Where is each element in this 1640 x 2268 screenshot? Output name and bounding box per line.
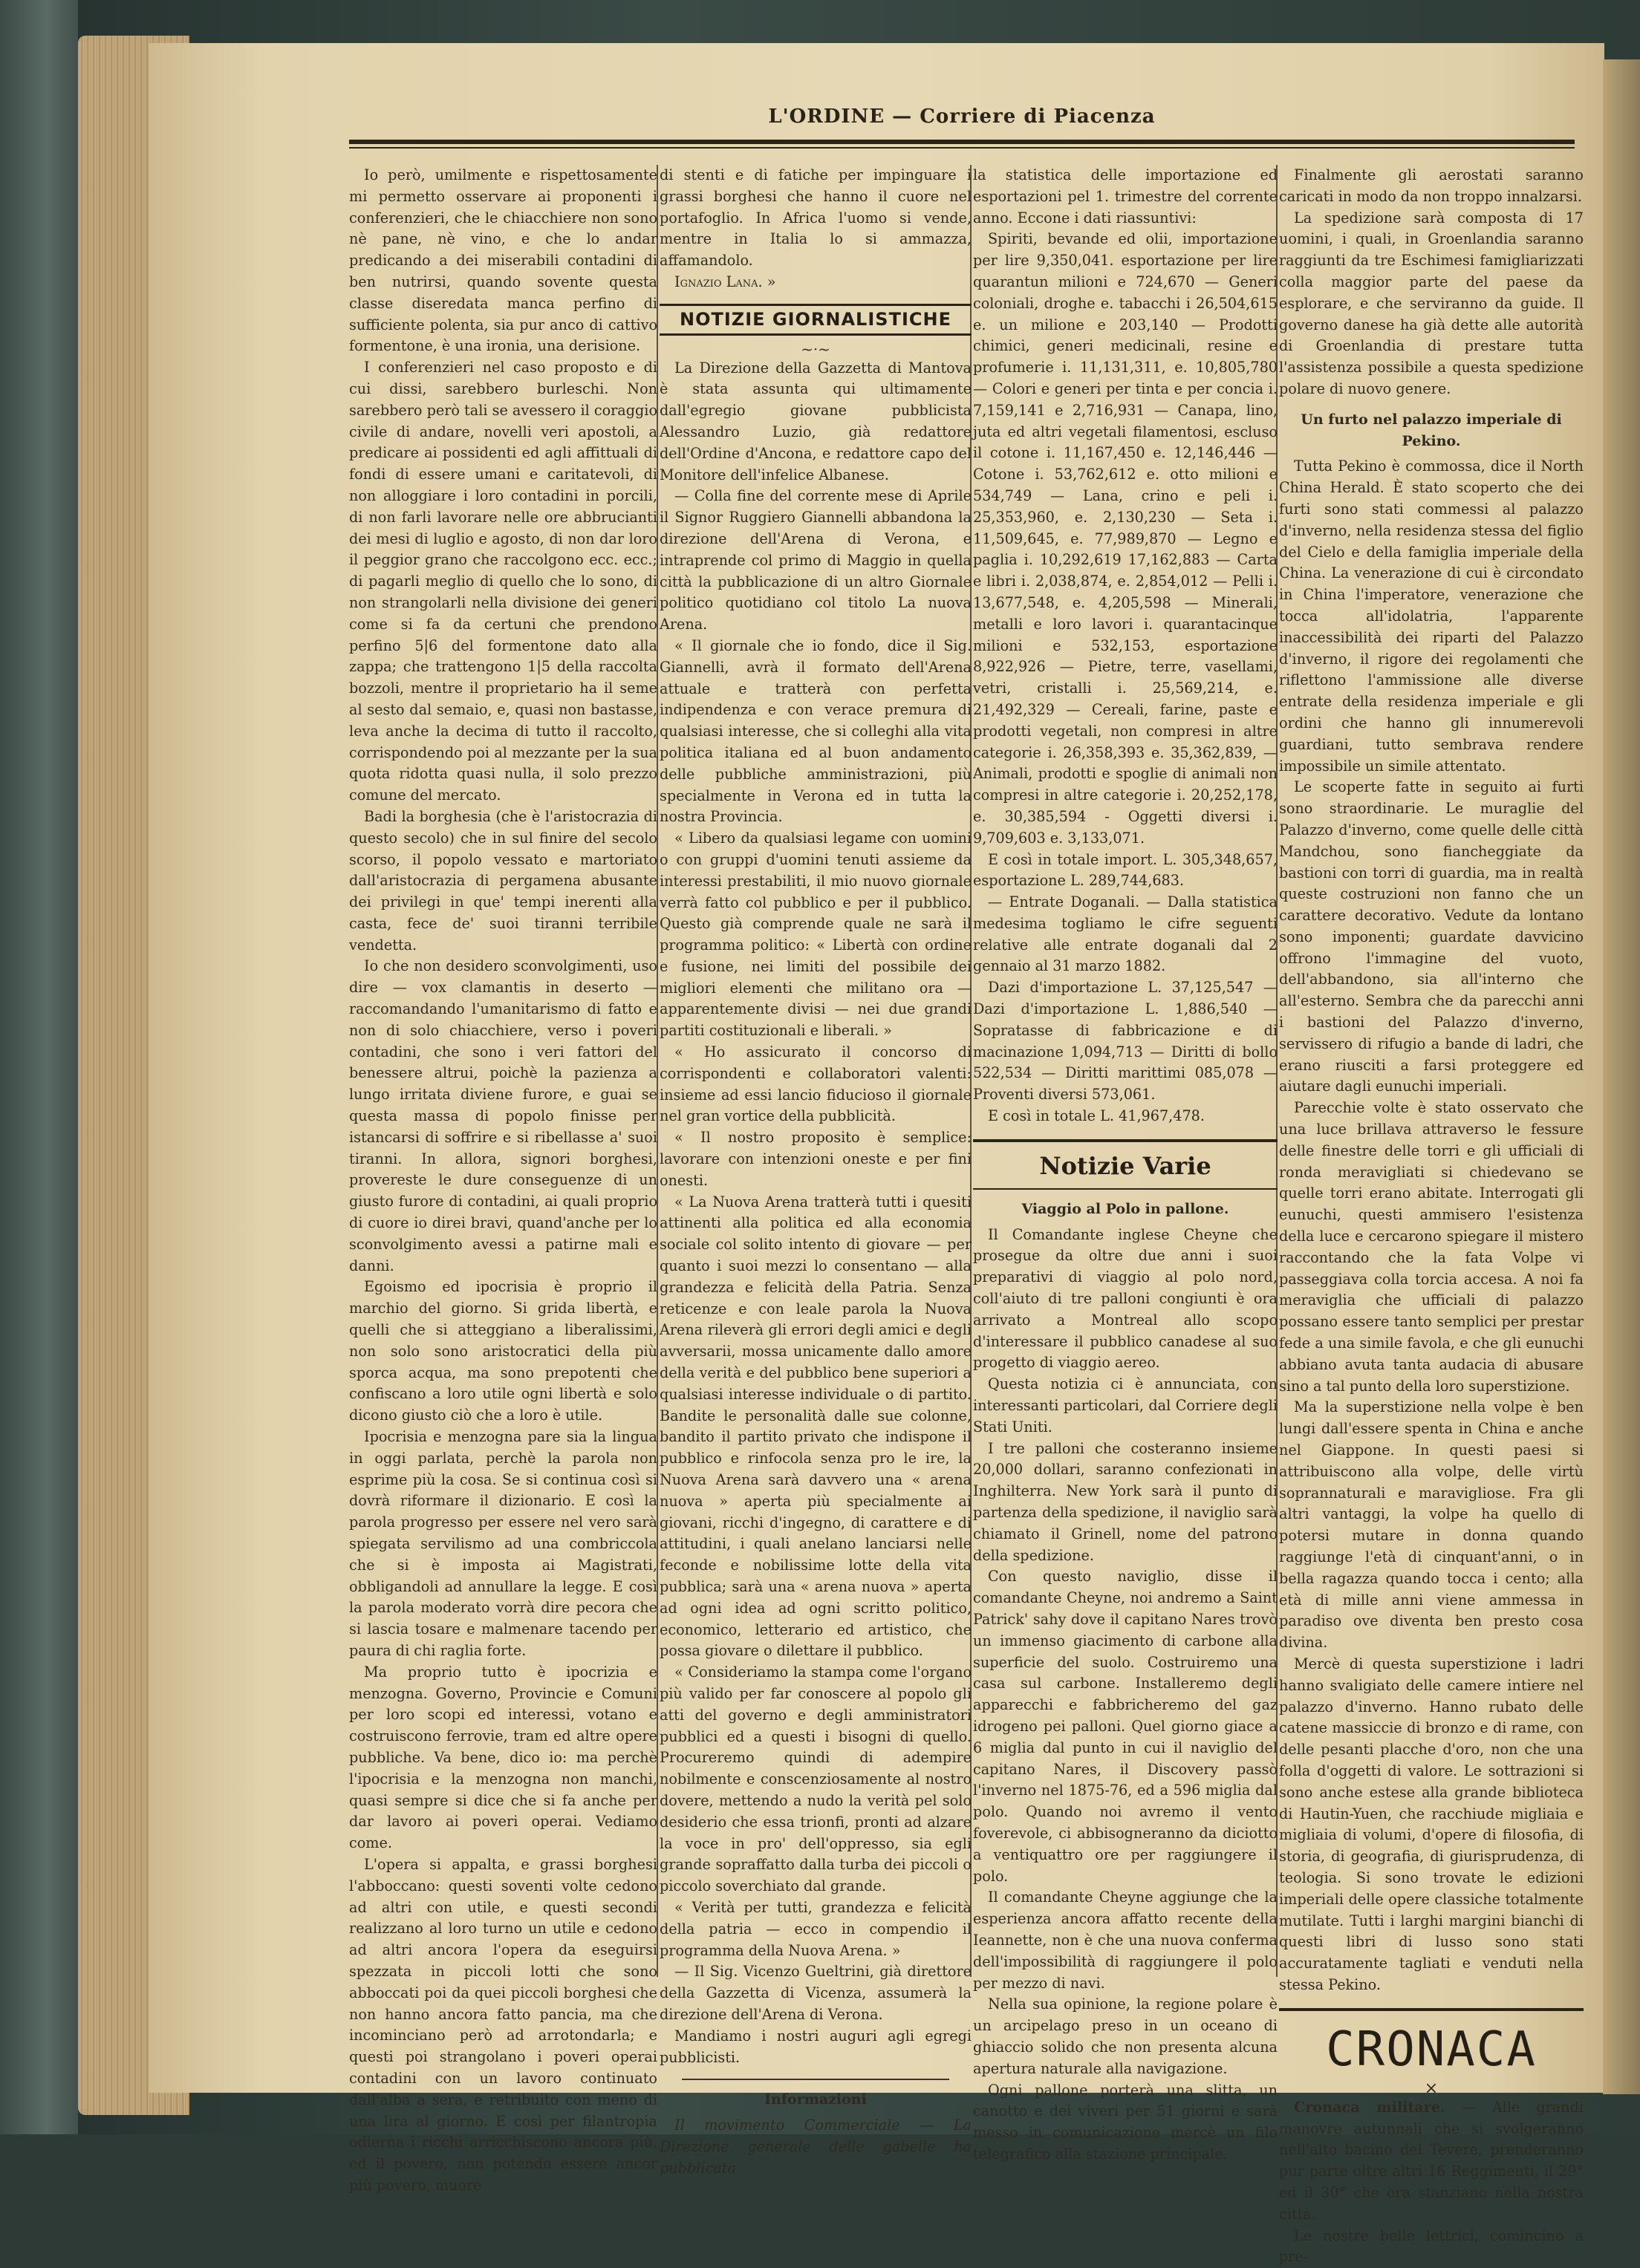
paragraph: — Entrate Doganali. — Dalla statistica medesima togliamo le cifre seguenti relative alle entrate doganali dal 2 gennaio al 31 marzo 1882.	[973, 893, 1278, 975]
title-underline	[973, 1188, 1278, 1190]
column-2	[660, 165, 972, 2177]
paragraph: E così in totale L. 41,967,478.	[988, 1107, 1205, 1125]
book-spine	[0, 0, 78, 2134]
paragraph: Dazi d'importazione L. 37,125,547 — Dazi d'importazione L. 1,886,540 — Sopratasse di fabbricazione e di macinazione 1,094,713 — Diritti di bollo 522,534 — Diritti marittimi 085,078 — Proventi diversi 573,061.	[973, 979, 1278, 1104]
paragraph: la statistica delle importazione ed esportazioni pel 1. trimestre del corrente anno. Eccone i dati riassuntivi:	[973, 166, 1278, 227]
paragraph: « Libero da qualsiasi legame con uomini o con gruppi d'uomini tenuti assieme da interessi prestabiliti, il mio nuovo giornale verrà fatto col pubblico e per il pubblico. Questo già comprende quale ne sarà il programma politico: « Libertà con ordine e fusione, nei limiti del possibile dei migliori elementi che militano ora — apparentemente divisi — nei due grandi partiti costituzionali e liberali. »	[660, 830, 972, 1040]
section-separator	[682, 2079, 949, 2080]
paragraph: « La Nuova Arena tratterà tutti i quesiti attinenti alla politica ed alla economia sociale col solito intento di giovare — per quanto i suoi mezzi lo consentano — alla grandezza e felicità della Patria. Senza reticenze e con leale parola la Nuova Arena rileverà gli errori degli amici e degli avversarii, mossa unicamente dallo amore della verità e del pubblico bene superiori a qualsiasi interesse individuale o di partito. Bandite le personalità dalle sue colonne, bandito il partito privato che indispone il pubblico e rinfocola senza pro le ire, la Nuova Arena sarà davvero una « arena nuova » aperta più specialmente ai giovani, ricchi d'ingegno, di carattere e di attitudini, i quali anelano lanciarsi nelle feconde e nobilissime lotte della vita pubblica; sarà una « arena nuova » aperta ad ogni idea ad ogni scritto politico, economico, letterario ed artistico, che possa giovare o dilettare il pubblico.	[660, 1193, 972, 1660]
paragraph: Mercè di questa superstizione i ladri hanno svaligiato delle camere intiere nel palazzo d'inverno. Hanno rubato delle catene massiccie di bronzo e di rame, con delle pesanti placche d'oro, non che una folla d'oggetti di valore. Le sottrazioni si sono anche estese alla grande biblioteca di Hautin-Yuen, che racchiude migliaia e migliaia di volumi, d'opere di filosofia, di storia, di geografia, di giurisprudenza, di teologia. Si sono trovate le edizioni imperiali delle opere classiche totalmente mutilate. Tutti i larghi margini bianchi di questi libri di lusso sono stati accuratamente tagliati e venduti nella stessa Pekino.	[1279, 1655, 1584, 1993]
paragraph: E così in totale import. L. 305,348,657, esportazione L. 289,744,683.	[973, 850, 1278, 890]
paragraph: Parecchie volte è stato osservato che una luce brillava attraverso le fessure delle finestre delle torri e gli ufficiali di ronda meravigliati si chiedevano se quelle torri erano abitate. Interrogati gli eunuchi, questi ammisero l'esistenza della luce e cercarono spiegare il mistero raccontando che la fata Volpe vi passeggiava colla torcia accesa. A noi fa meraviglia che ufficiali di palazzo possano essere tanto semplici per prestar fede a una simile favola, e che gli eunuchi abbiano avuta tanta audacia di abusare sino a tal punto della loro superstizione.	[1279, 1099, 1584, 1395]
paragraph: Mandiamo i nostri auguri agli egregi pubblicisti.	[660, 2027, 972, 2066]
paragraph: I conferenzieri nel caso proposto e di cui dissi, sarebbero burleschi. Non sarebbero però tali se avessero il coraggio civile di andare, novelli veri apostoli, a predicare ai possidenti ed agli affittuali di fondi di essere umani e caritatevoli, di non alloggiare i loro contadini in porcili, di non farli lavorare nelle ore abbrucianti dei mesi di luglio e agosto, di non dar loro il peggior grano che raccolgono ecc. ecc.; di pagarli meglio di quello che lo sono, di non strangolarli nella divisione dei generi come si fa da certuni che prendono perfino 5|6 del formentone dato alla zappa; che trattengono 1|5 della raccolta bozzoli, mentre il proprietario ha il seme al sesto dal semaio, e, quasi non bastasse, leva anche la decima di tutto il raccolto, corrispondendo poi al mezzante per la sua quota ridotta quasi nulla, il solo prezzo comune del mercato.	[349, 359, 657, 804]
paragraph: « Verità per tutti, grandezza e felicità della patria — ecco in compendio il programma della Nuova Arena. »	[660, 1898, 972, 1959]
paragraph: Le nostre belle lettrici, comincino a pre-	[1279, 2226, 1584, 2266]
paragraph: « Il nostro proposito è semplice: lavorare con intenzioni oneste e per fini onesti.	[660, 1129, 972, 1189]
section-title: NOTIZIE GIORNALISTICHE	[680, 308, 951, 330]
article-signature: Ignazio Lana. »	[674, 273, 776, 290]
subheading-viaggio-polo: Viaggio al Polo in pallone.	[1021, 1200, 1229, 1217]
inline-text: — Alle grandi manovre autunnali che si svolgeranno nell'alto bacino del Tevere, prenderanno pur parte oltre altri 16 Reggimenti, il 29° ed il 30° che ora stanziano nella nostra città.	[1279, 2098, 1584, 2223]
paragraph: Badi la borghesia (che è l'aristocrazia di questo secolo) che in sul finire del secolo scorso, il popolo vessato e martoriato dall'aristocrazia di pergamena abusante dei privilegi in que' tempi inerenti alla casta, fece de' suoi tiranni terribile vendetta.	[349, 807, 657, 954]
column-4	[1279, 165, 1584, 2266]
paragraph: Finalmente gli aerostati saranno caricati in modo da non troppo innalzarsi.	[1279, 166, 1584, 205]
masthead-rule-thin	[349, 147, 1575, 149]
section-header-notizie-giornalistiche	[660, 304, 972, 336]
flourish-ornament: ~·~	[801, 339, 830, 358]
paragraph: La Direzione della Gazzetta di Mantova è stata assunta qui ultimamente dall'egregio giovane pubblicista Alessandro Luzio, già redattore dell'Ordine d'Ancona, e redattore capo del Monitore dell'infelice Albanese.	[660, 359, 972, 483]
paragraph: Egoismo ed ipocrisia è proprio il marchio del giorno. Si grida libertà, e quelli che si atteggiano a liberalissimi, non solo sono aristocratici della più sporca acqua, ma sono prepotenti che confiscano a loro utile ogni libertà e solo dicono giusto ciò che a loro è utile.	[349, 1278, 657, 1424]
section-separator	[1279, 2008, 1584, 2011]
paragraph: Io però, umilmente e rispettosamente mi permetto osservare ai proponenti i conferenzieri, che le chiacchiere non sono nè pane, nè vino, e che lo andar predicando a dei miserabili contadini di ben nutrirsi, quando sovente questa classe diseredata manca perfino di sufficiente polenta, sia pur anco di cattivo formentone, è una ironia, una derisione.	[349, 166, 657, 355]
paragraph: Il movimento Commerciale — La Direzione generale delle gabelle ha pubblicata	[660, 2117, 972, 2177]
column-1	[349, 165, 657, 2194]
section-title-cronaca: CRONACA	[1326, 2021, 1537, 2077]
paragraph: — Il Sig. Vicenzo Gueltrini, già direttore della Gazzetta di Vicenza, assumerà la direzione dell'Arena di Verona.	[660, 1963, 972, 2023]
paragraph: — Colla fine del corrente mese di Aprile il Signor Ruggiero Giannelli abbandona la direzione dell'Arena di Verona, e intraprende col primo di Maggio in quella città la pubblicazione di un altro Giornale politico quotidiano col titolo La nuova Arena.	[660, 487, 972, 633]
paragraph: La spedizione sarà composta di 17 uomini, i quali, in Groenlandia saranno raggiunti da tre Eschimesi famigliarizzati colla maggior parte del paese da esplorare, e che serviranno da guide. Il governo danese ha già dette alle autorità di Groenlandia di prestare tutta l'assistenza possibile a questa spedizione polare di nuovo genere.	[1279, 209, 1584, 397]
cross-ornament: ×	[1424, 2079, 1439, 2098]
paragraph: Il Comandante inglese Cheyne che prosegue da oltre due anni i suoi preparativi di viaggio al polo nord, coll'aiuto di tre palloni congiunti è ora arrivato a Montreal allo scopo d'interessare il pubblico canadese al suo progetto di viaggio aereo.	[973, 1225, 1278, 1372]
paragraph: Con questo naviglio, disse il comandante Cheyne, noi andremo a Saint Patrick' sahy dove il capitano Nares trovò un immenso giacimento di carbone alla superficie del suolo. Costruiremo una casa sul carbone. Installeremo degli apparecchi e fabbricheremo del gaz idrogeno pei palloni. Quel giorno giace a 6 miglia dal punto in cui il naviglio del capitano Nares, il Discovery passò l'inverno nel 1875-76, ed a 596 miglia dal polo. Quando noi avremo il vento foverevole, ci abbisogneranno da diciotto a ventiquattro ore per raggiungere il polo.	[973, 1568, 1278, 1885]
paragraph: « Il giornale che io fondo, dice il Sig. Giannelli, avrà il formato dell'Arena attuale e tratterà con perfetta indipendenza e con verace premura di qualsiasi interesse, che si colleghi alla vita politica italiana ed al buon andamento delle pubbliche amministrazioni, più specialmente in Verona ed in tutta la nostra Provincia.	[660, 636, 972, 826]
subheading-informazioni: Informazioni	[764, 2091, 867, 2108]
inline-heading-cronaca-militare: Cronaca militare.	[1294, 2098, 1445, 2116]
paragraph: Tutta Pekino è commossa, dice il North China Herald. È stato scoperto che dei furti sono stati commessi al palazzo d'inverno, nella residenza stessa del figlio del Cielo e della famiglia imperiale della China. La venerazione di cui è circondato in China l'imperatore, venerazione che tocca all'idolatria, l'apparente inaccessibilità dei riparti del Palazzo d'inverno, il rigore dei regolamenti che riflettono l'ammissione alle diverse entrate della residenza imperiale e gli ordini che hanno gli innumerevoli guardiani, tutto sembrava rendere impossibile un simile attentato.	[1279, 457, 1584, 775]
page-right-edge	[1603, 59, 1640, 2094]
paragraph: Io che non desidero sconvolgimenti, uso dire — vox clamantis in deserto — raccomandando l'umanitarismo di fatto e non di solo chiacchiere, verso i poveri contadini, che sono i veri fattori del benessere altrui, poichè la pazienza a lungo irritata diviene furore, e guai se questa massa di popolo finisse per istancarsi di soffrire e si ribellasse a' suoi tiranni. In allora, signori borghesi, provereste le dure conseguenze di un giusto furore di contadini, ai quali proprio di cuore io direi bravi, quand'anche per lo sconvolgimento avessi a patirne mali e danni.	[349, 957, 657, 1274]
paragraph: Questa notizia ci è annunciata, con interessanti particolari, dal Corriere degli Stati Uniti.	[973, 1375, 1278, 1436]
paragraph: Spiriti, bevande ed olii, importazione per lire 9,350,041. esportazione per lire quarantun milioni e 724,670 — Generi coloniali, droghe e. tabacchi i 26,504,615 e. un milione e 203,140 — Prodotti chimici, generi medicinali, resine e profumerie i. 11,131,311, e. 10,805,780 — Colori e generi per tinta e per concia i. 7,159,141 e 2,716,931 — Canapa, lino, juta ed altri vegetali filamentosi, escluso il cotone i. 11,167,450 e. 12,146,446 — Cotone i. 53,762,612 e. otto milioni e 534,749 — Lana, crino e peli i. 25,353,960, e. 2,130,230 — Seta i. 11,509,645, e. 77,989,870 — Legno e paglia i. 10,292,619 17,162,883 — Carta e libri i. 2,038,874, e. 2,854,012 — Pelli i. 13,677,548, e. 4,205,598 — Minerali, metalli e loro lavori i. quarantacinque milioni e 532,153, esportazione 8,922,926 — Pietre, terre, vasellami, vetri, cristalli i. 25,569,214, e. 21,492,329 — Cereali, farine, paste e prodotti vegetali, non compresi in altre categorie i. 26,358,393 e. 35,362,839, — Animali, prodotti e spoglie di animali non compresi in altre categorie i. 20,252,178, e. 30,385,594 - Oggetti diversi i. 9,709,603 e. 3,133,071.	[973, 230, 1278, 847]
column-3	[973, 165, 1278, 2163]
masthead-title: L'ORDINE — Corriere di Piacenza	[768, 105, 1156, 128]
section-title-notizie-varie: Notizie Varie	[1039, 1151, 1211, 1180]
paragraph	[1279, 2097, 1584, 2226]
paragraph: L'opera si appalta, e grassi borghesi l'abboccano: questi soventi volte cedono ad altri con utile, e questi secondi realizzano al loro turno un utile e cedono ad altri ancora l'opera da eseguirsi spezzata in piccoli lotti che sono abboccati poi da quei piccoli borghesi che non hanno ancora fatto pancia, ma che incominciano però ad arrotondarla; e questi poi strangolano i poveri operai contadini con un lavoro continuato dall'alba a sera, e retribuito con meno di una lira al giorno. E così per filantropia odierna i ricchi arricchiscono ancora più, ed il povero, non potendo essere ancor più povero, muore	[349, 1855, 657, 2194]
paragraph: Ogni pallone porterà una slitta, un canotto e dei viveri per 51 giorni e sarà messo in comunicazione mercè un filo telegrafico alla stazione principale.	[973, 2081, 1278, 2163]
paragraph: I tre palloni che costeranno insieme 20,000 dollari, saranno confezionati in Inghilterra. New York sarà il punto di partenza della spedizione, il naviglio sarà chiamato il Grinell, nome del patrono della spedizione.	[973, 1439, 1278, 1564]
paragraph: Il comandante Cheyne aggiunge che la esperienza ancora affatto recente della Ieannette, non è che una nuova conferma dell'impossibilità di raggiungere il polo per mezzo di navi.	[973, 1889, 1278, 1992]
paragraph: Nella sua opinione, la regione polare è un arcipelago preso in un oceano di ghiaccio solido che non presenta alcuna apertura naturale alla navigazione.	[973, 1995, 1278, 2077]
paragraph: Le scoperte fatte in seguito ai furti sono straordinarie. Le muraglie del Palazzo d'inverno, come quelle delle città Mandchou, sono fiancheggiate da bastioni con torri di guardia, ma in realtà queste costruzioni non fanno che un carattere decorativo. Vedute da lontano sono imponenti; guardate davvicino offrono l'immagine del vuoto, dell'abbandono, sia all'interno che all'esterno. Sembra che da parecchi anni i bastioni del Palazzo d'inverno, servissero di rifugio a bande di ladri, che erano riusciti a farsi proteggere ed aiutare dagli eunuchi imperiali.	[1279, 778, 1584, 1095]
masthead	[349, 95, 1575, 146]
paragraph: « Consideriamo la stampa come l'organo più valido per far conoscere al popolo gli atti del governo e degli amministratori pubblici ed a questi i bisogni di quello. Procureremo quindi di adempire nobilmente e conscenziosamente al nostro dovere, mettendo a nudo la verità pel solo desiderio che essa trionfi, pronti ad alzare la voce in pro' dell'oppresso, sia egli grande sopraffatto dalla turba dei piccoli o piccolo soverchiato dal grande.	[660, 1663, 972, 1895]
section-separator	[973, 1139, 1278, 1142]
masthead-rule	[349, 140, 1575, 144]
paragraph: Ma la superstizione nella volpe è ben lungi dall'essere spenta in China e anche nel Giappone. In questi paesi si attribuiscono alla volpe, delle virtù soprannaturali e maravigliose. Fra gli altri vantaggi, la volpe ha quello di potersi mutare in donna quando raggiunge l'età di cinquant'anni, o in bella ragazza quando tocca i cento; alla età di mille anni viene ammessa in paradiso ove diventa ben presto cosa divina.	[1279, 1398, 1584, 1652]
paragraph: Ma proprio tutto è ipocrizia e menzogna. Governo, Provincie e Comuni per loro scopi ed interessi, votano e costruiscono ferrovie, tram ed altre opere pubbliche. Va bene, dico io: ma perchè l'ipocrisia e la menzogna non manchi, quasi sempre si dice che si fa anche per dar lavoro ai poveri operai. Vediamo come.	[349, 1663, 657, 1852]
paragraph: di stenti e di fatiche per impinguare i grassi borghesi che hanno il cuore nel portafoglio. In Africa l'uomo si vende, mentre in Italia lo si ammazza, affamandolo.	[660, 166, 972, 270]
subheading-furto-pekino: Un furto nel palazzo imperiale di Pekino.	[1301, 411, 1562, 449]
paragraph: Ipocrisia e menzogna pare sia la lingua in oggi parlata, perchè la parola non esprime più la cosa. Se si continua così si dovrà riformare il dizionario. E così la parola progresso per essere nel vero sarà spiegata servilismo ad una combriccola che si è imposta ai Magistrati, obbligandoli ad annullare la legge. E così la parola moderato vorrà dire pecora che si lascia tosare e malmenare tacendo per paura di chi raglia forte.	[349, 1428, 657, 1659]
paragraph: « Ho assicurato il concorso di corrispondenti e collaboratori valenti: insieme ad essi lancio fiducioso il giornale nel gran vortice della pubblicità.	[660, 1043, 972, 1125]
